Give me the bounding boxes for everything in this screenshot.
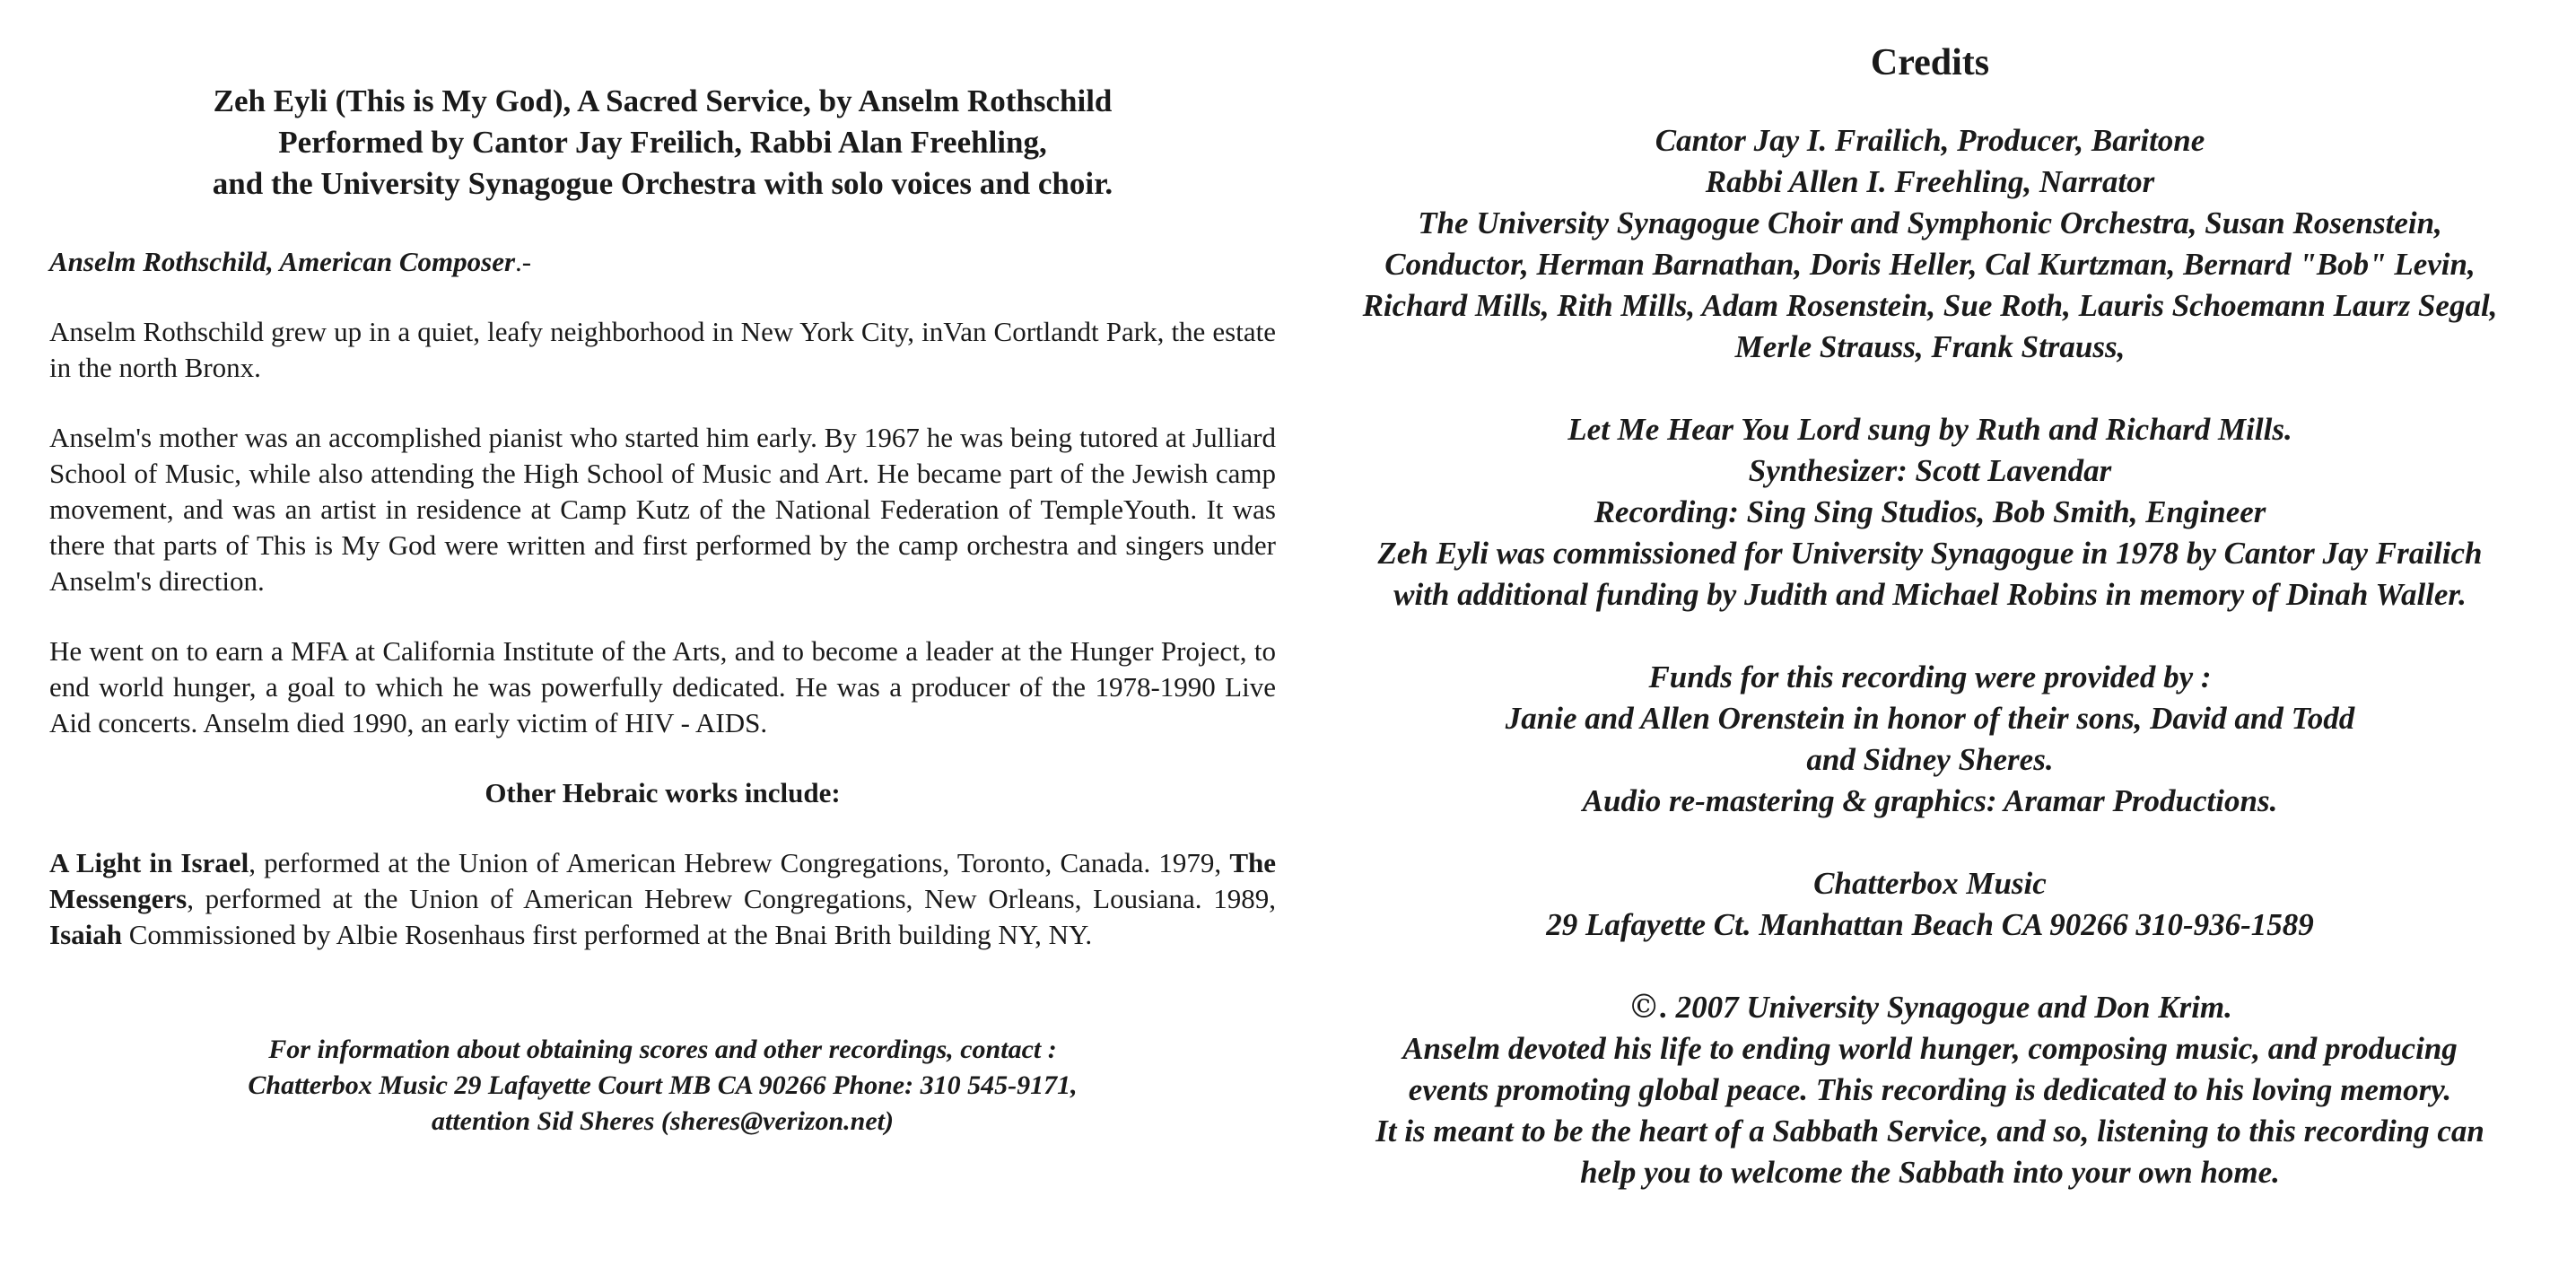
bio-paragraph-career: He went on to earn a MFA at California Institute of the Arts, and to become a leader at the Hunger Project, to end world hunger, a goal to which he was powerfully dedicated. He was a producer of the 1978-1990 Live Aid concerts. Anselm died 1990, an early victim of HIV - AIDS.	[49, 635, 1276, 738]
credit-line: Janie and Allen Orenstein in honor of their sons, David and Todd	[1505, 701, 2355, 736]
credit-line: Richard Mills, Rith Mills, Adam Rosenstein, Sue Roth, Lauris Schoemann Laurz Segal,	[1362, 288, 2498, 323]
credit-line: Zeh Eyli was commissioned for University Synagogue in 1978 by Cantor Jay Frailich	[1377, 536, 2483, 571]
composer-heading	[49, 244, 1276, 280]
bio-paragraph-education: Anselm's mother was an accomplished pianist who started him early. By 1967 he was being tutored at Julliard School of Music, while also attending the High School of Music and Art. He became part of the Jewish camp movement, and was an artist in residence at Camp Kutz of the National Federation of TempleYouth. It was there that parts of This is My God were written and first performed by the camp orchestra and singers under Anselm's direction.	[49, 422, 1276, 597]
contact-line: For information about obtaining scores and other recordings, contact :	[268, 1035, 1057, 1064]
work-title: Isaiah	[49, 919, 122, 950]
dedication-line: help you to welcome the Sabbath into your own home.	[1580, 1155, 2280, 1190]
credit-line: Let Me Hear You Lord sung by Ruth and Richard Mills.	[1567, 412, 2292, 447]
production-credits	[1314, 409, 2545, 616]
credit-line: Conductor, Herman Barnathan, Doris Heller, Cal Kurtzman, Bernard "Bob" Levin,	[1384, 247, 2476, 282]
copyright-icon: ©	[1628, 989, 1661, 1026]
copyright-and-dedication	[1314, 987, 2545, 1193]
contact-info	[49, 1032, 1276, 1140]
title-line: and the University Synagogue Orchestra with solo voices and choir.	[212, 166, 1113, 201]
funding-credits	[1314, 657, 2545, 822]
title-line: Zeh Eyli (This is My God), A Sacred Service, by Anselm Rothschild	[213, 83, 1113, 118]
dedication-line: It is meant to be the heart of a Sabbath Service, and so, listening to this recording can	[1375, 1114, 2484, 1149]
credit-line: Cantor Jay I. Frailich, Producer, Baritone	[1655, 123, 2205, 158]
copyright-line	[1314, 987, 2545, 1028]
credit-line: Merle Strauss, Frank Strauss,	[1734, 329, 2126, 364]
dedication-line: Anselm devoted his life to ending world hunger, composing music, and producing	[1402, 1031, 2458, 1066]
credit-line: with additional funding by Judith and Michael Robins in memory of Dinah Waller.	[1393, 577, 2467, 612]
title-line: Performed by Cantor Jay Freilich, Rabbi Alan Freehling,	[278, 125, 1047, 160]
contact-line: Chatterbox Music 29 Lafayette Court MB CA 90266 Phone: 310 545-9171,	[248, 1070, 1078, 1100]
credits-title: Credits	[1870, 42, 1990, 83]
work-title: A Light in Israel	[49, 847, 249, 878]
credit-line: Audio re-mastering & graphics: Aramar Productions.	[1582, 783, 2278, 818]
credit-line: Recording: Sing Sing Studios, Bob Smith, Engineer	[1594, 494, 2266, 529]
label-address: 29 Lafayette Ct. Manhattan Beach CA 90266 310-936-1589	[1546, 907, 2314, 942]
other-works-heading: Other Hebraic works include:	[485, 777, 841, 808]
label-name: Chatterbox Music	[1813, 866, 2047, 901]
credit-line: The University Synagogue Choir and Symphonic Orchestra, Susan Rosenstein,	[1418, 205, 2442, 240]
label-info	[1314, 863, 2545, 946]
credit-line: Synthesizer: Scott Lavendar	[1748, 453, 2112, 488]
copyright-text: . 2007 University Synagogue and Don Krim.	[1660, 990, 2232, 1025]
credit-line: and Sidney Sheres.	[1806, 742, 2054, 777]
dedication-line: events promoting global peace. This recording is dedicated to his loving memory.	[1408, 1072, 2452, 1107]
composer-heading-trail: .-	[515, 246, 532, 277]
left-panel	[49, 81, 1276, 1140]
credit-line: Rabbi Allen I. Freehling, Narrator	[1705, 164, 2155, 199]
work-description: , performed at the Union of American Hebrew Congregations, Toronto, Canada. 1979,	[249, 847, 1230, 878]
work-description: Commissioned by Albie Rosenhaus first performed at the Bnai Brith building NY, NY.	[121, 919, 1093, 950]
work-description: , performed at the Union of American Hebrew Congregations, New Orleans, Lousiana. 1989,	[187, 883, 1276, 914]
credit-line: Funds for this recording were provided by :	[1648, 659, 2212, 694]
contact-line: attention Sid Sheres (sheres@verizon.net)	[431, 1106, 894, 1136]
other-works-list	[49, 845, 1276, 953]
album-title	[49, 81, 1276, 205]
performers-credits	[1314, 120, 2545, 368]
composer-heading-text: Anselm Rothschild, American Composer	[49, 246, 516, 277]
work-title: The Messengers	[49, 847, 1276, 914]
bio-paragraph-childhood: Anselm Rothschild grew up in a quiet, leafy neighborhood in New York City, inVan Cortlandt Park, the estate in the north Bronx.	[49, 316, 1276, 383]
right-panel	[1314, 38, 2545, 1193]
